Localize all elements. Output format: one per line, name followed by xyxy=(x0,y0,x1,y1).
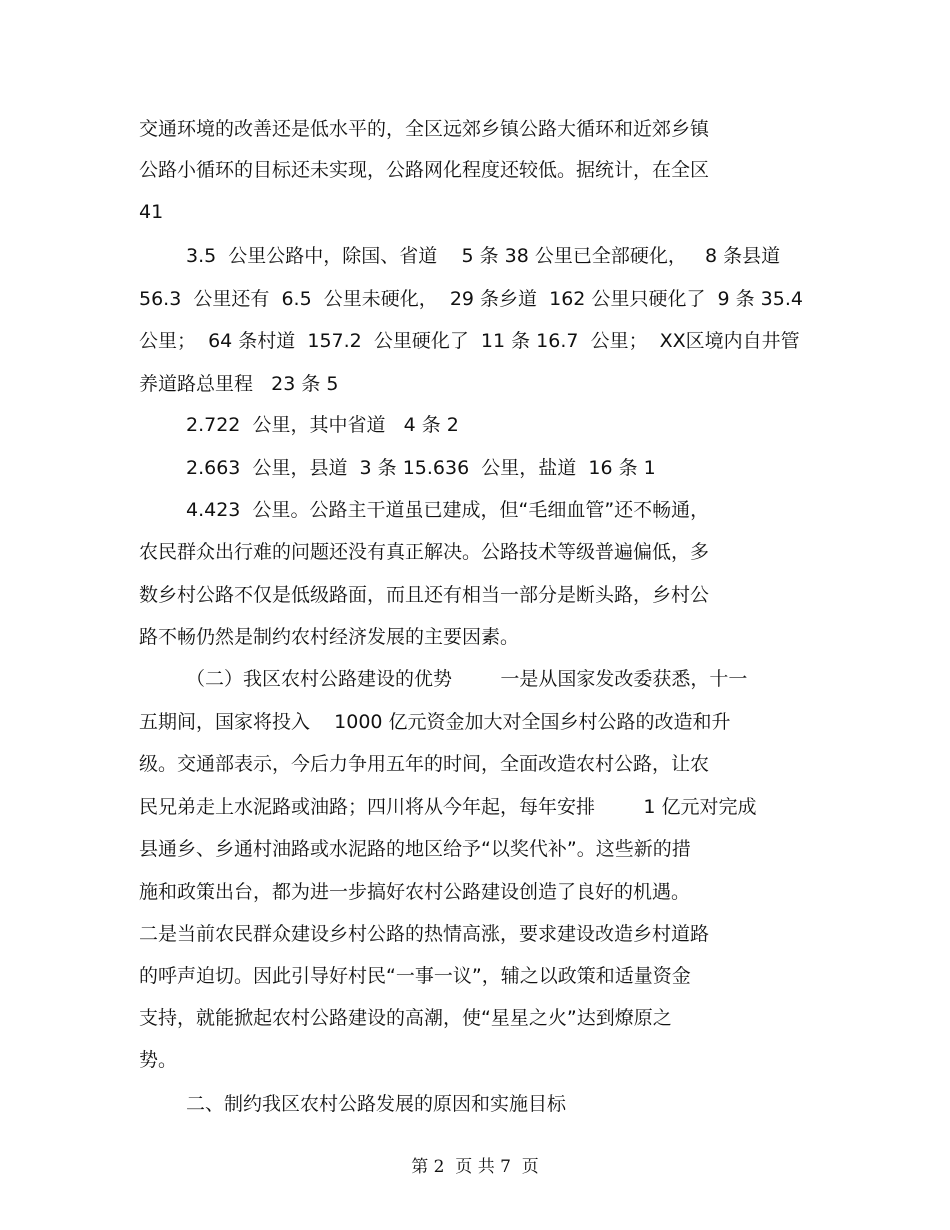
text-line: 公里； 64 条村道 157.2 公里硬化了 11 条 16.7 公里； XX区境内自井管 xyxy=(139,330,800,352)
text-line: 支持，就能掀起农村公路建设的高潮，使“星星之火”达到燎原之 xyxy=(139,1007,672,1029)
text-line: 级。交通部表示，今后力争用五年的时间，全面改造农村公路，让农 xyxy=(139,753,710,775)
section-heading: 二、制约我区农村公路发展的原因和实施目标 xyxy=(186,1093,567,1115)
text-line: 交通环境的改善还是低水平的，全区远郊乡镇公路大循环和近郊乡镇 xyxy=(139,118,710,140)
text-line: 五期间，国家将投入 1000 亿元资金加大对全国乡村公路的改造和升 xyxy=(139,711,731,733)
text-line: 民兄弟走上水泥路或油路；四川将从今年起，每年安排 1 亿元对完成 xyxy=(139,796,757,818)
text-line: 数乡村公路不仅是低级路面，而且还有相当一部分是断头路，乡村公 xyxy=(139,584,710,606)
text-line: 县通乡、乡通村油路或水泥路的地区给予“以奖代补”。这些新的措 xyxy=(139,838,691,860)
text-line: 56.3 公里还有 6.5 公里未硬化， 29 条乡道 162 公里只硬化了 9 条 35.4 xyxy=(139,288,803,310)
text-line: 路不畅仍然是制约农村经济发展的主要因素。 xyxy=(139,626,520,648)
text-line: 4.423 公里。公路主干道虽已建成，但“毛细血管”还不畅通， xyxy=(186,499,710,521)
text-line: 41 xyxy=(139,201,164,223)
text-line: 势。 xyxy=(139,1049,178,1071)
text-line: 3.5 公里公路中，除国、省道 5 条 38 公里已全部硬化， 8 条县道 xyxy=(186,245,781,267)
text-line: 的呼声迫切。因此引导好村民“一事一议”，辅之以政策和适量资金 xyxy=(139,965,691,987)
text-line: 施和政策出台，都为进一步搞好农村公路建设创造了良好的机遇。 xyxy=(139,881,691,903)
text-line: 2.722 公里，其中省道 4 条 2 xyxy=(186,414,459,436)
page-number-footer: 第 2 页 共 7 页 xyxy=(411,1157,539,1177)
text-line: 二是当前农民群众建设乡村公路的热情高涨，要求建设改造乡村道路 xyxy=(139,923,710,945)
text-line: 农民群众出行难的问题还没有真正解决。公路技术等级普遍偏低，多 xyxy=(139,541,710,563)
text-line: 2.663 公里，县道 3 条 15.636 公里，盐道 16 条 1 xyxy=(186,457,656,479)
section-heading: （二）我区农村公路建设的优势 一是从国家发改委获悉，十一 xyxy=(186,668,748,690)
text-line: 养道路总里程 23 条 5 xyxy=(139,373,339,395)
text-line: 公路小循环的目标还未实现，公路网化程度还较低。据统计，在全区 xyxy=(139,159,710,181)
